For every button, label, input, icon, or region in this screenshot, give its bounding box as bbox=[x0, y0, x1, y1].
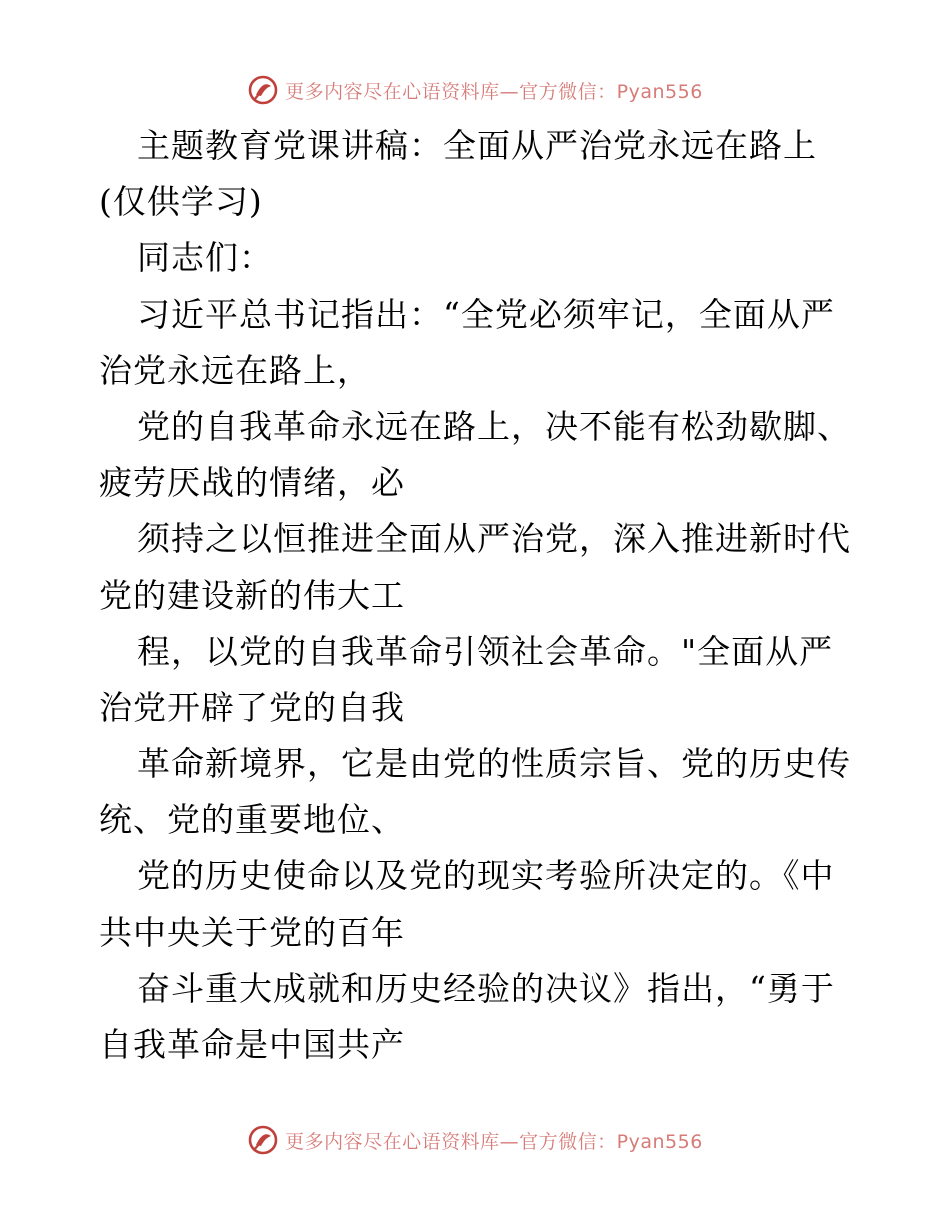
logo-icon bbox=[247, 74, 279, 106]
paragraph-line: 须持之以恒推进全面从严治党，深入推进新时代 bbox=[137, 519, 851, 559]
paragraph-line: 程，以党的自我革命引领社会革命。"全面从严 bbox=[137, 631, 834, 671]
paragraph-line: 奋斗重大成就和历史经验的决议》指出，“勇于 bbox=[137, 968, 835, 1008]
paragraph-line: 自我革命是中国共产 bbox=[99, 1025, 405, 1064]
paragraph-line: 疲劳厌战的情绪，必 bbox=[99, 463, 405, 503]
paragraph-line: 统、党的重要地位、 bbox=[99, 800, 405, 840]
paragraph-line: 党的历史使命以及党的现实考验所决定的。《中 bbox=[137, 856, 835, 896]
footer-banner bbox=[0, 1120, 950, 1160]
paragraph-line: 党的建设新的伟大工 bbox=[99, 575, 405, 615]
footer-banner-text: 更多内容尽在心语资料库—官方微信：Pyan556 bbox=[285, 1130, 703, 1153]
paragraph-line: 治党开辟了党的自我 bbox=[99, 687, 405, 727]
salutation: 同志们： bbox=[137, 238, 273, 278]
header-banner bbox=[0, 70, 950, 110]
doc-title: 主题教育党课讲稿：全面从严治党永远在路上 bbox=[137, 126, 817, 165]
logo-icon bbox=[247, 1124, 279, 1156]
paragraph-line: 革命新境界，它是由党的性质宗旨、党的历史传 bbox=[137, 744, 851, 784]
paragraph-line: 治党永远在路上， bbox=[99, 350, 371, 390]
doc-subtitle: (仅供学习) bbox=[99, 182, 263, 222]
paragraph-line: 党的自我革命永远在路上，决不能有松劲歇脚、 bbox=[137, 406, 851, 446]
paragraph-line: 习近平总书记指出：“全党必须牢记，全面从严 bbox=[137, 294, 835, 334]
header-banner-text: 更多内容尽在心语资料库—官方微信：Pyan556 bbox=[285, 80, 703, 103]
paragraph-line: 共中央关于党的百年 bbox=[99, 912, 405, 952]
document-body bbox=[99, 118, 859, 1073]
